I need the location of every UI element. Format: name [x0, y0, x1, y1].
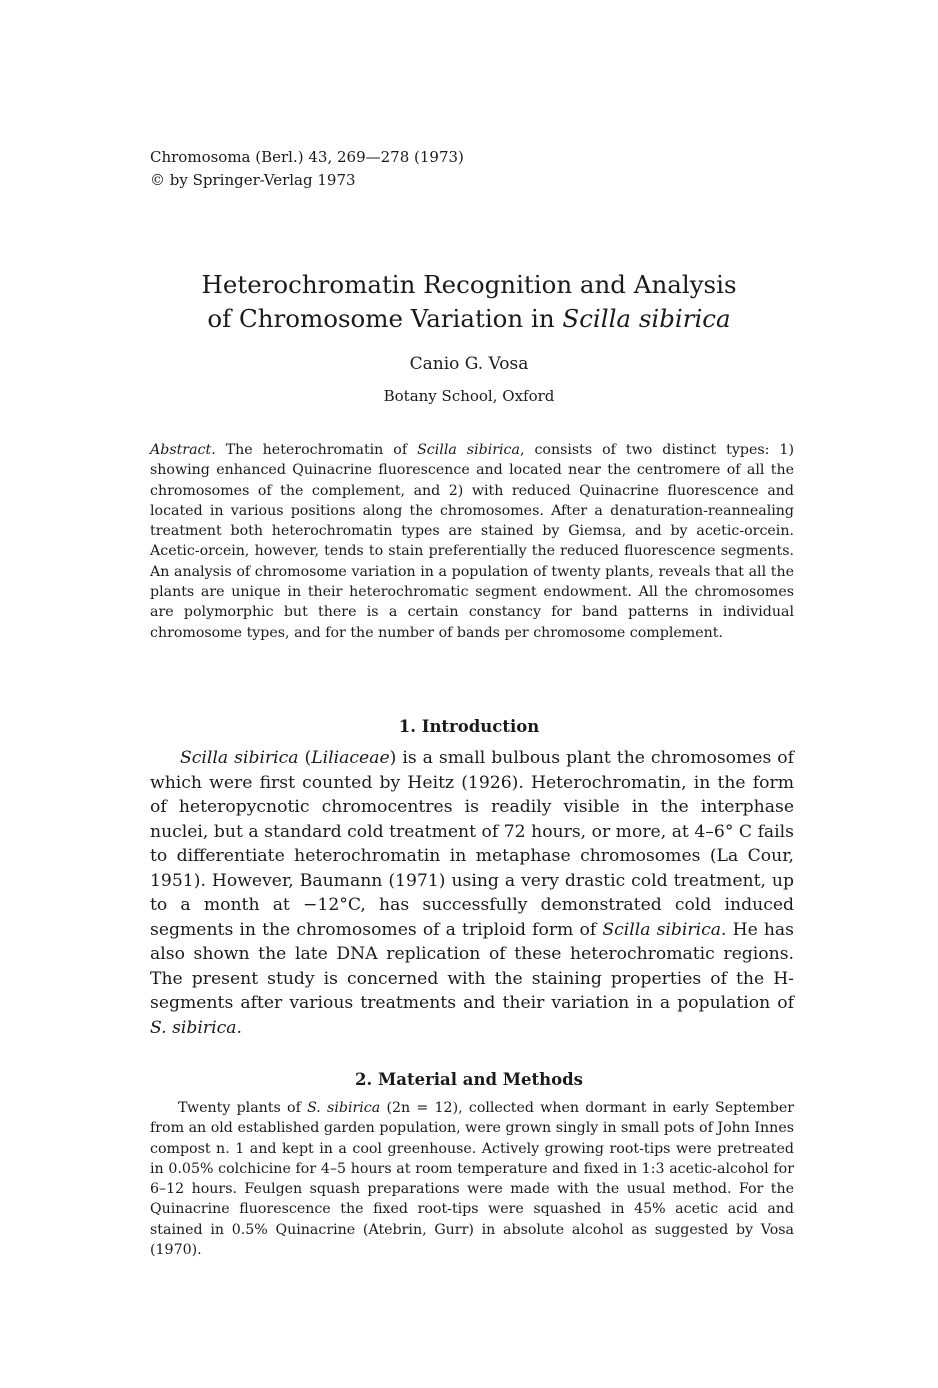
journal-header	[150, 146, 464, 192]
introduction-paragraph	[150, 746, 794, 1040]
methods-text-1: Twenty plants of	[178, 1100, 308, 1116]
methods-species: S. sibirica	[307, 1100, 381, 1116]
journal-citation: Chromosoma (Berl.) 43, 269—278 (1973)	[150, 148, 464, 166]
author-name: Canio G. Vosa	[409, 354, 529, 374]
title-species: Scilla sibirica	[562, 304, 731, 333]
intro-text-4: .	[236, 1017, 242, 1038]
intro-family: Liliaceae	[311, 748, 390, 768]
abstract-species: Scilla sibirica	[417, 442, 520, 458]
methods-text-2: (2n = 12), collected when dormant in early September from an old established garden population, were grown singly in small pots of John Innes compost n. 1 and kept in a cool greenhouse. Actively growing root-tips were pretreated in 0.05% colchicine for 4–5 hours at room temperature and fixed in 1:3 acetic-alcohol for 6–12 hours. Feulgen squash preparations were made with the usual method. For the Quinacrine fluorescence the fixed root-tips were squashed in 45% acetic acid and stained in 0.5% Quinacrine (Atebrin, Gurr) in absolute alcohol as suggested by Vosa (1970).	[150, 1100, 795, 1259]
abstract	[150, 440, 794, 643]
intro-species-1: Scilla sibirica	[180, 748, 299, 768]
section-heading-methods: 2. Material and Methods	[355, 1070, 583, 1089]
author-affiliation: Botany School, Oxford	[383, 387, 555, 405]
title-line-2	[0, 302, 938, 336]
title-line-2-text: of Chromosome Variation in	[207, 304, 563, 333]
abstract-text-2: , consists of two distinct types: 1) showing enhanced Quinacrine fluorescence and located near the centromere of all the chromosomes of the complement, and 2) with reduced Quinacrine fluorescence and located in various positions along the chromosomes. After a denaturation-reannealing treatment both heterochromatin types are stained by Giemsa, and by acetic-orcein. Acetic-orcein, however, tends to stain preferentially the reduced fluorescence segments. An analysis of chromosome variation in a population of twenty plants, reveals that all the plants are unique in their heterochromatic segment endowment. All the chromosomes are polymorphic but there is a certain constancy for band patterns in individual chromosome types, and for the number of bands per chromosome complement.	[150, 442, 794, 641]
section-heading-introduction: 1. Introduction	[398, 717, 540, 736]
intro-species-2: Scilla sibirica.	[602, 919, 727, 940]
intro-text-1: (	[298, 748, 312, 768]
abstract-label: Abstract.	[150, 442, 216, 458]
intro-species-3: S. sibirica	[150, 1017, 237, 1038]
copyright-line: © by Springer-Verlag 1973	[150, 171, 356, 189]
abstract-text-1: The heterochromatin of	[215, 442, 418, 458]
title-line-1: Heterochromatin Recognition and Analysis	[201, 270, 737, 299]
paper-title	[0, 268, 938, 336]
intro-text-2: ) is a small bulbous plant the chromosomes of which were first counted by Heitz (1926). Heterochromatin, in the form of heteropycnotic chromocentres is readily visible in the interphase nuclei, but a standard cold treatment of 72 hours, or more, at 4–6° C fails to differentiate heterochromatin in metaphase chromosomes (La Cour, 1951). However, Baumann (1971) using a very drastic cold treatment, up to a month at −12°C, has successfully demonstrated cold induced segments in the chromosomes of a triploid form of	[150, 748, 795, 940]
methods-paragraph	[150, 1098, 794, 1260]
intro-text-3: He has also shown the late DNA replication of these heterochromatic regions. The present study is concerned with the staining properties of the H-segments after various treatments and their variation in a population of	[150, 919, 794, 1013]
